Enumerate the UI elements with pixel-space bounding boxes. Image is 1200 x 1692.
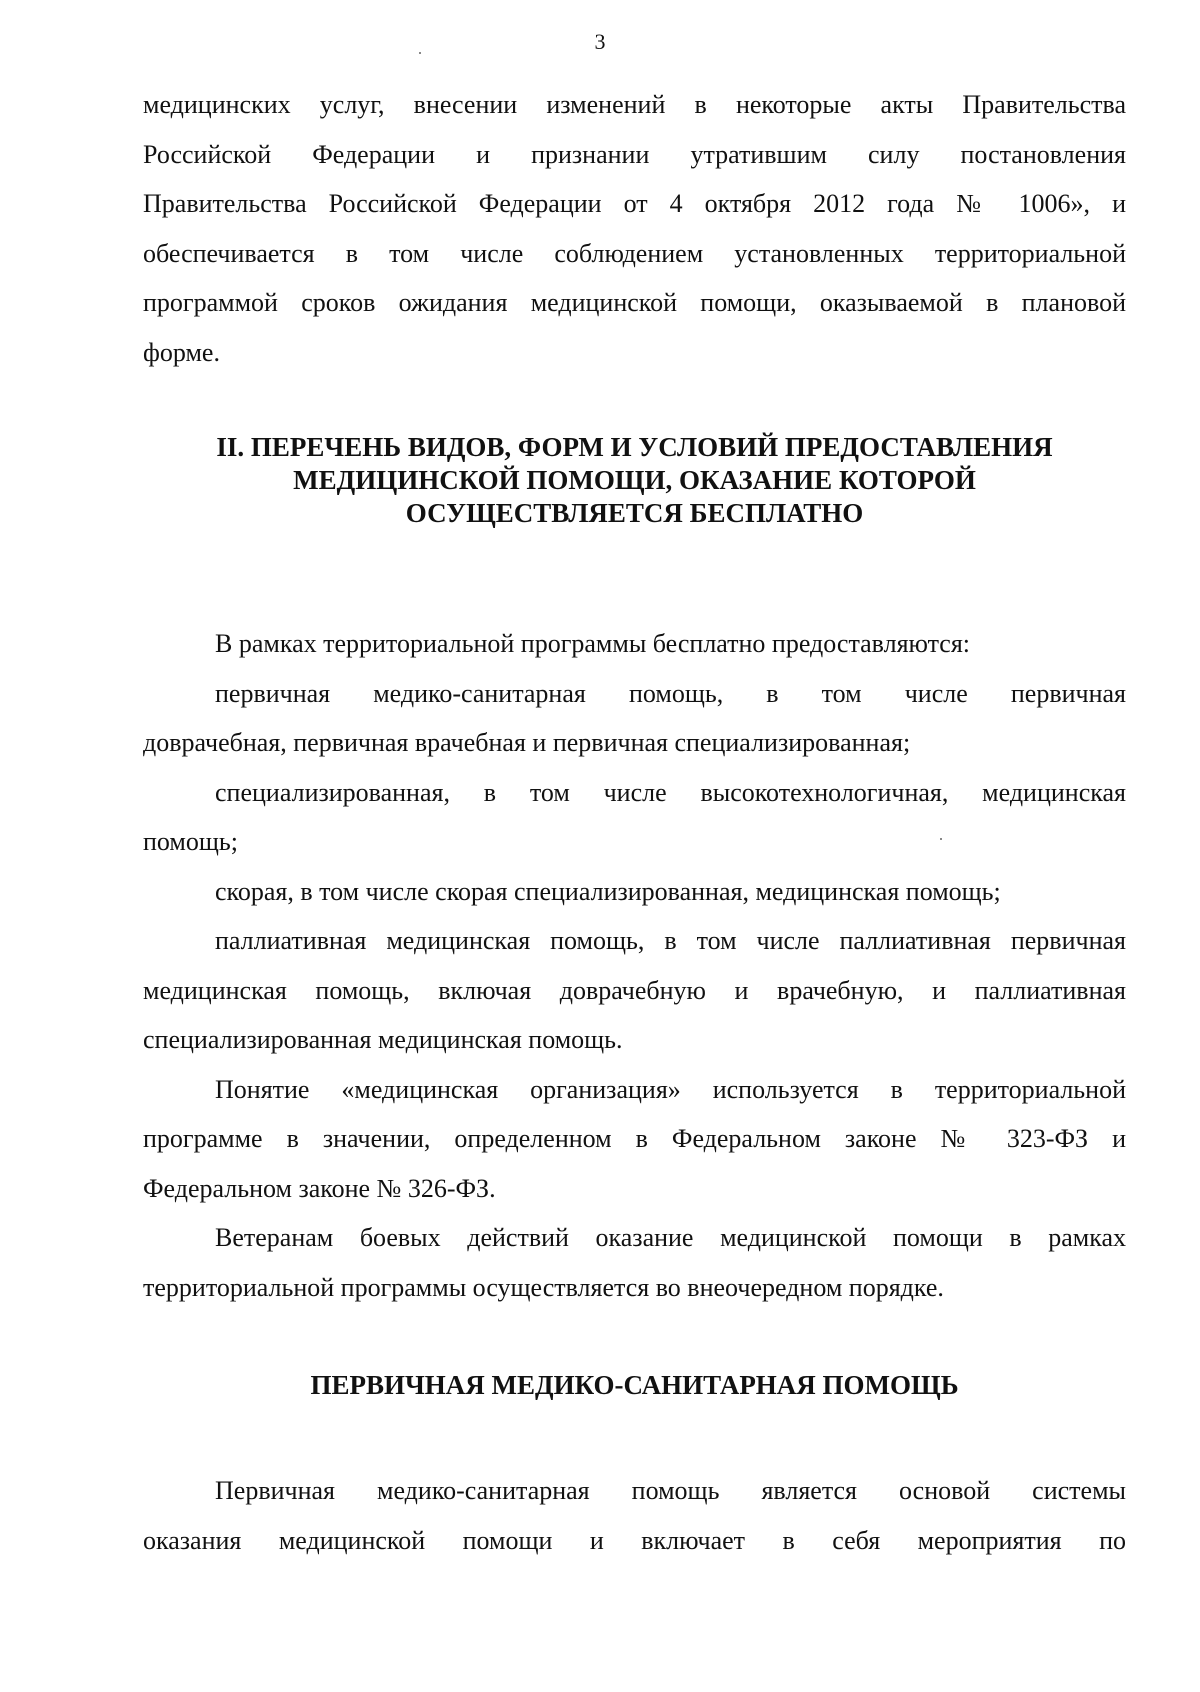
text-line: первичная медико-санитарная помощь, в том числе первичная [215,678,1126,708]
text-line: Понятие «медицинская организация» используется в территориальной [215,1074,1126,1104]
heading-line: МЕДИЦИНСКОЙ ПОМОЩИ, ОКАЗАНИЕ КОТОРОЙ [293,465,976,495]
subsection-body [143,1466,1126,1565]
text-line: форме. [143,337,220,367]
text-line: Первичная медико-санитарная помощь является основой системы [215,1476,1126,1505]
section-heading [143,431,1126,530]
text-line: скорая, в том числе скорая специализированная, медицинская помощь; [215,876,1001,906]
text-line: оказания медицинской помощи и включает в себя мероприятия по [143,1525,1126,1555]
text-line: специализированная медицинская помощь. [143,1025,623,1054]
page-number: 3 [594,29,606,54]
text-line: Федеральном законе № 326-ФЗ. [143,1173,496,1203]
text-line: Ветеранам боевых действий оказание медицинской помощи в рамках [215,1223,1126,1252]
scan-speck [419,52,421,54]
heading-line: II. ПЕРЕЧЕНЬ ВИДОВ, ФОРМ И УСЛОВИЙ ПРЕДОСТАВЛЕНИЯ [216,432,1053,462]
heading-line: ПЕРВИЧНАЯ МЕДИКО-САНИТАРНАЯ ПОМОЩЬ [310,1370,959,1400]
text-line: программе в значении, определенном в Федеральном законе № 323-ФЗ и [143,1124,1126,1153]
text-line: помощь; [143,827,238,856]
text-line: доврачебная, первичная врачебная и первичная специализированная; [143,728,911,757]
subsection-heading [143,1369,1126,1402]
text-line: паллиативная медицинская помощь, в том числе паллиативная первичная [215,926,1126,955]
text-line: территориальной программы осуществляется во внеочередном порядке. [143,1272,944,1302]
text-line: медицинских услуг, внесении изменений в некоторые акты Правительства [143,90,1126,119]
text-line: Правительства Российской Федерации от 4 октября 2012 года № 1006», и [143,189,1126,218]
text-line: В рамках территориальной программы бесплатно предоставляются: [215,629,971,658]
text-line: обеспечивается в том числе соблюдением установленных территориальной [143,238,1126,268]
text-line: специализированная, в том числе высокотехнологичная, медицинская [215,777,1126,807]
heading-line: ОСУЩЕСТВЛЯЕТСЯ БЕСПЛАТНО [405,498,864,528]
intro-paragraph [143,80,1126,377]
text-line: программой сроков ожидания медицинской помощи, оказываемой в плановой [143,288,1126,317]
text-line: Российской Федерации и признании утратившим силу постановления [143,139,1126,169]
section-body [143,619,1126,1312]
text-line: медицинская помощь, включая доврачебную и врачебную, и паллиативная [143,975,1126,1005]
